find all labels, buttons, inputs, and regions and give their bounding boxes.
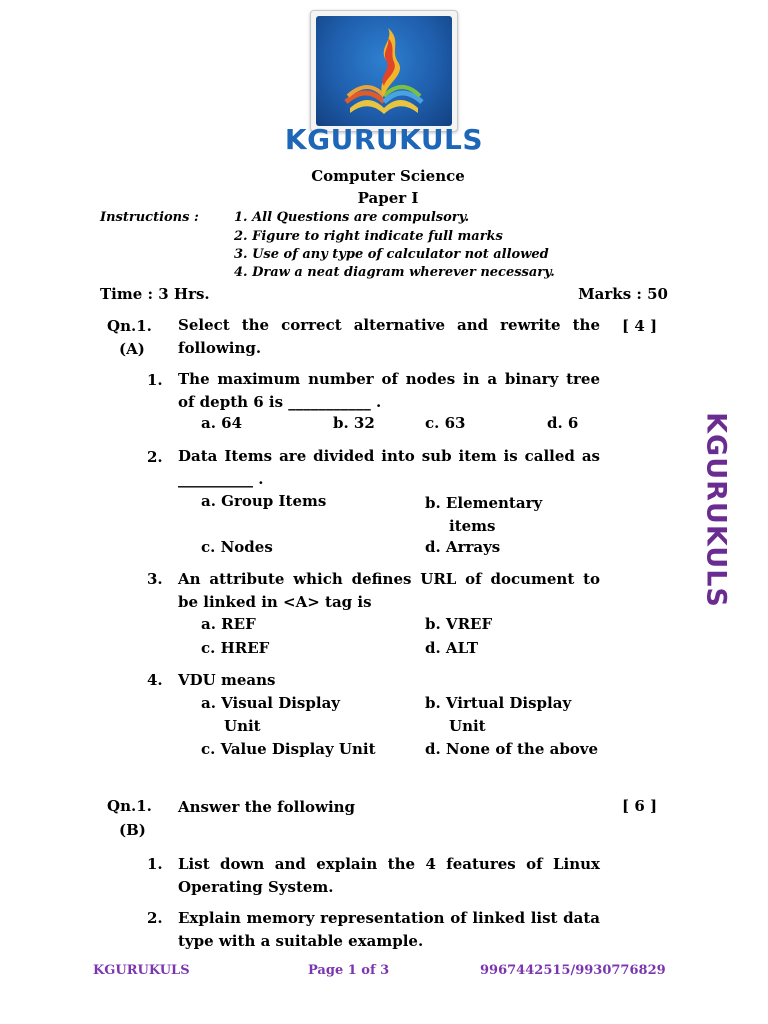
paper-title: Paper I (357, 189, 419, 207)
question-sub-label: (A) (119, 340, 145, 358)
subject-title: Computer Science (311, 167, 465, 185)
instruction-item: 2. Figure to right indicate full marks (234, 229, 503, 244)
question-number: 3. (147, 570, 163, 588)
option: b. 32 (333, 414, 375, 432)
question-text: Select the correct alternative and rewrite the following. (178, 316, 600, 357)
question-sub-label: (B) (119, 821, 146, 839)
brand-title: KGURUKULS (284, 123, 484, 156)
footer-page-number: Page 1 of 3 (308, 963, 390, 978)
option: b. Elementary items (425, 494, 543, 535)
option: a. Visual Display Unit (201, 694, 340, 735)
option: a. REF (201, 615, 256, 633)
question-text: The maximum number of nodes in a binary tree of depth 6 is ___________ . (178, 370, 600, 411)
book-flame-icon (316, 16, 452, 126)
side-watermark (694, 410, 738, 610)
question-text: List down and explain the 4 features of Linux Operating System. (178, 855, 600, 896)
instructions-label: Instructions : (100, 210, 199, 225)
option: d. Arrays (425, 538, 501, 556)
option: c. 63 (425, 414, 466, 432)
footer-brand: KGURUKULS (93, 963, 190, 978)
question-text: Answer the following (178, 798, 356, 816)
option: c. Value Display Unit (201, 740, 376, 758)
time-allowed: Time : 3 Hrs. (100, 285, 210, 303)
question-text: An attribute which defines URL of document to be linked in <A> tag is (178, 570, 600, 611)
question-number: 4. (147, 671, 163, 689)
option: b. VREF (425, 615, 493, 633)
option: d. ALT (425, 639, 479, 657)
question-marks: [ 4 ] (622, 317, 658, 335)
option: b. Virtual Display Unit (425, 694, 572, 735)
question-number: 2. (147, 909, 163, 927)
question-number: 2. (147, 448, 163, 466)
question-label: Qn.1. (107, 317, 152, 335)
option: c. HREF (201, 639, 270, 657)
option: a. 64 (201, 414, 243, 432)
instruction-item: 3. Use of any type of calculator not allowed (234, 247, 549, 262)
question-text-cont: following. (178, 339, 262, 357)
question-label: Qn.1. (107, 797, 152, 815)
option: c. Nodes (201, 538, 273, 556)
logo (310, 10, 458, 132)
question-number: 1. (147, 855, 163, 873)
option: d. 6 (547, 414, 579, 432)
total-marks: Marks : 50 (578, 285, 668, 303)
question-marks: [ 6 ] (622, 797, 658, 815)
footer-phone: 9967442515/9930776829 (480, 963, 666, 978)
instruction-item: 4. Draw a neat diagram wherever necessary. (234, 265, 555, 280)
option: a. Group Items (201, 492, 327, 510)
question-number: 1. (147, 371, 163, 389)
option: d. None of the above (425, 740, 599, 758)
side-brand-text: KGURUKULS (700, 412, 732, 608)
question-text: Data Items are divided into sub item is called as __________ . (178, 447, 600, 488)
question-text: VDU means (178, 671, 276, 689)
instruction-item: 1. All Questions are compulsory. (234, 210, 470, 225)
question-text: Explain memory representation of linked list data type with a suitable example. (178, 909, 600, 950)
